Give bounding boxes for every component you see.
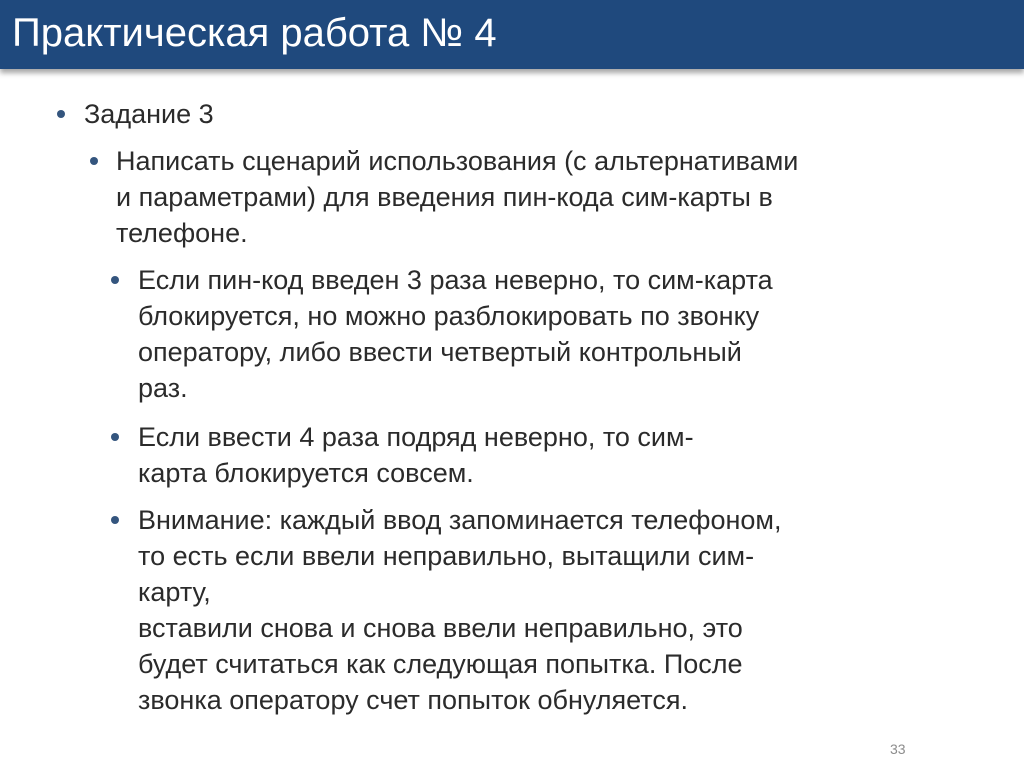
- item-line: карту,: [138, 577, 211, 607]
- item-line: и параметрами) для введения пин-кода сим-карты в: [116, 182, 773, 212]
- bullet-icon: [57, 110, 65, 118]
- slide-title: Практическая работа № 4: [12, 11, 497, 55]
- item-line: Написать сценарий использования (с альтернативами: [116, 146, 799, 176]
- item-line: будет считаться как следующая попытка. После: [138, 649, 743, 679]
- slide-number: 33: [890, 741, 906, 757]
- bullet-icon: [111, 433, 119, 441]
- item-line: Внимание: каждый ввод запоминается телефоном,: [138, 505, 782, 535]
- item-line: вставили снова и снова ввели неправильно, это: [138, 613, 743, 643]
- item-line: звонка оператору счет попыток обнуляется.: [138, 685, 688, 715]
- bullet-item-description: [116, 143, 798, 251]
- item-line: оператору, либо ввести четвертый контрольный: [138, 337, 742, 367]
- bullet-icon: [90, 157, 98, 165]
- bullet-item-four-attempts: [138, 419, 694, 491]
- bullet-item-task: [84, 96, 214, 132]
- item-line: то есть если ввели неправильно, вытащили сим-: [138, 541, 755, 571]
- bullet-item-three-attempts: [138, 262, 773, 406]
- item-line: телефоне.: [116, 218, 248, 248]
- item-line: карта блокируется совсем.: [138, 458, 474, 488]
- item-line: блокируется, но можно разблокировать по звонку: [138, 301, 760, 331]
- title-bar: [0, 0, 1024, 69]
- item-line: раз.: [138, 373, 188, 403]
- item-line: Задание 3: [84, 99, 214, 129]
- bullet-icon: [111, 516, 119, 524]
- bullet-icon: [111, 276, 119, 284]
- item-line: Если ввести 4 раза подряд неверно, то сим-: [138, 422, 694, 452]
- bullet-item-attention: [138, 502, 781, 718]
- item-line: Если пин-код введен 3 раза неверно, то сим-карта: [138, 265, 773, 295]
